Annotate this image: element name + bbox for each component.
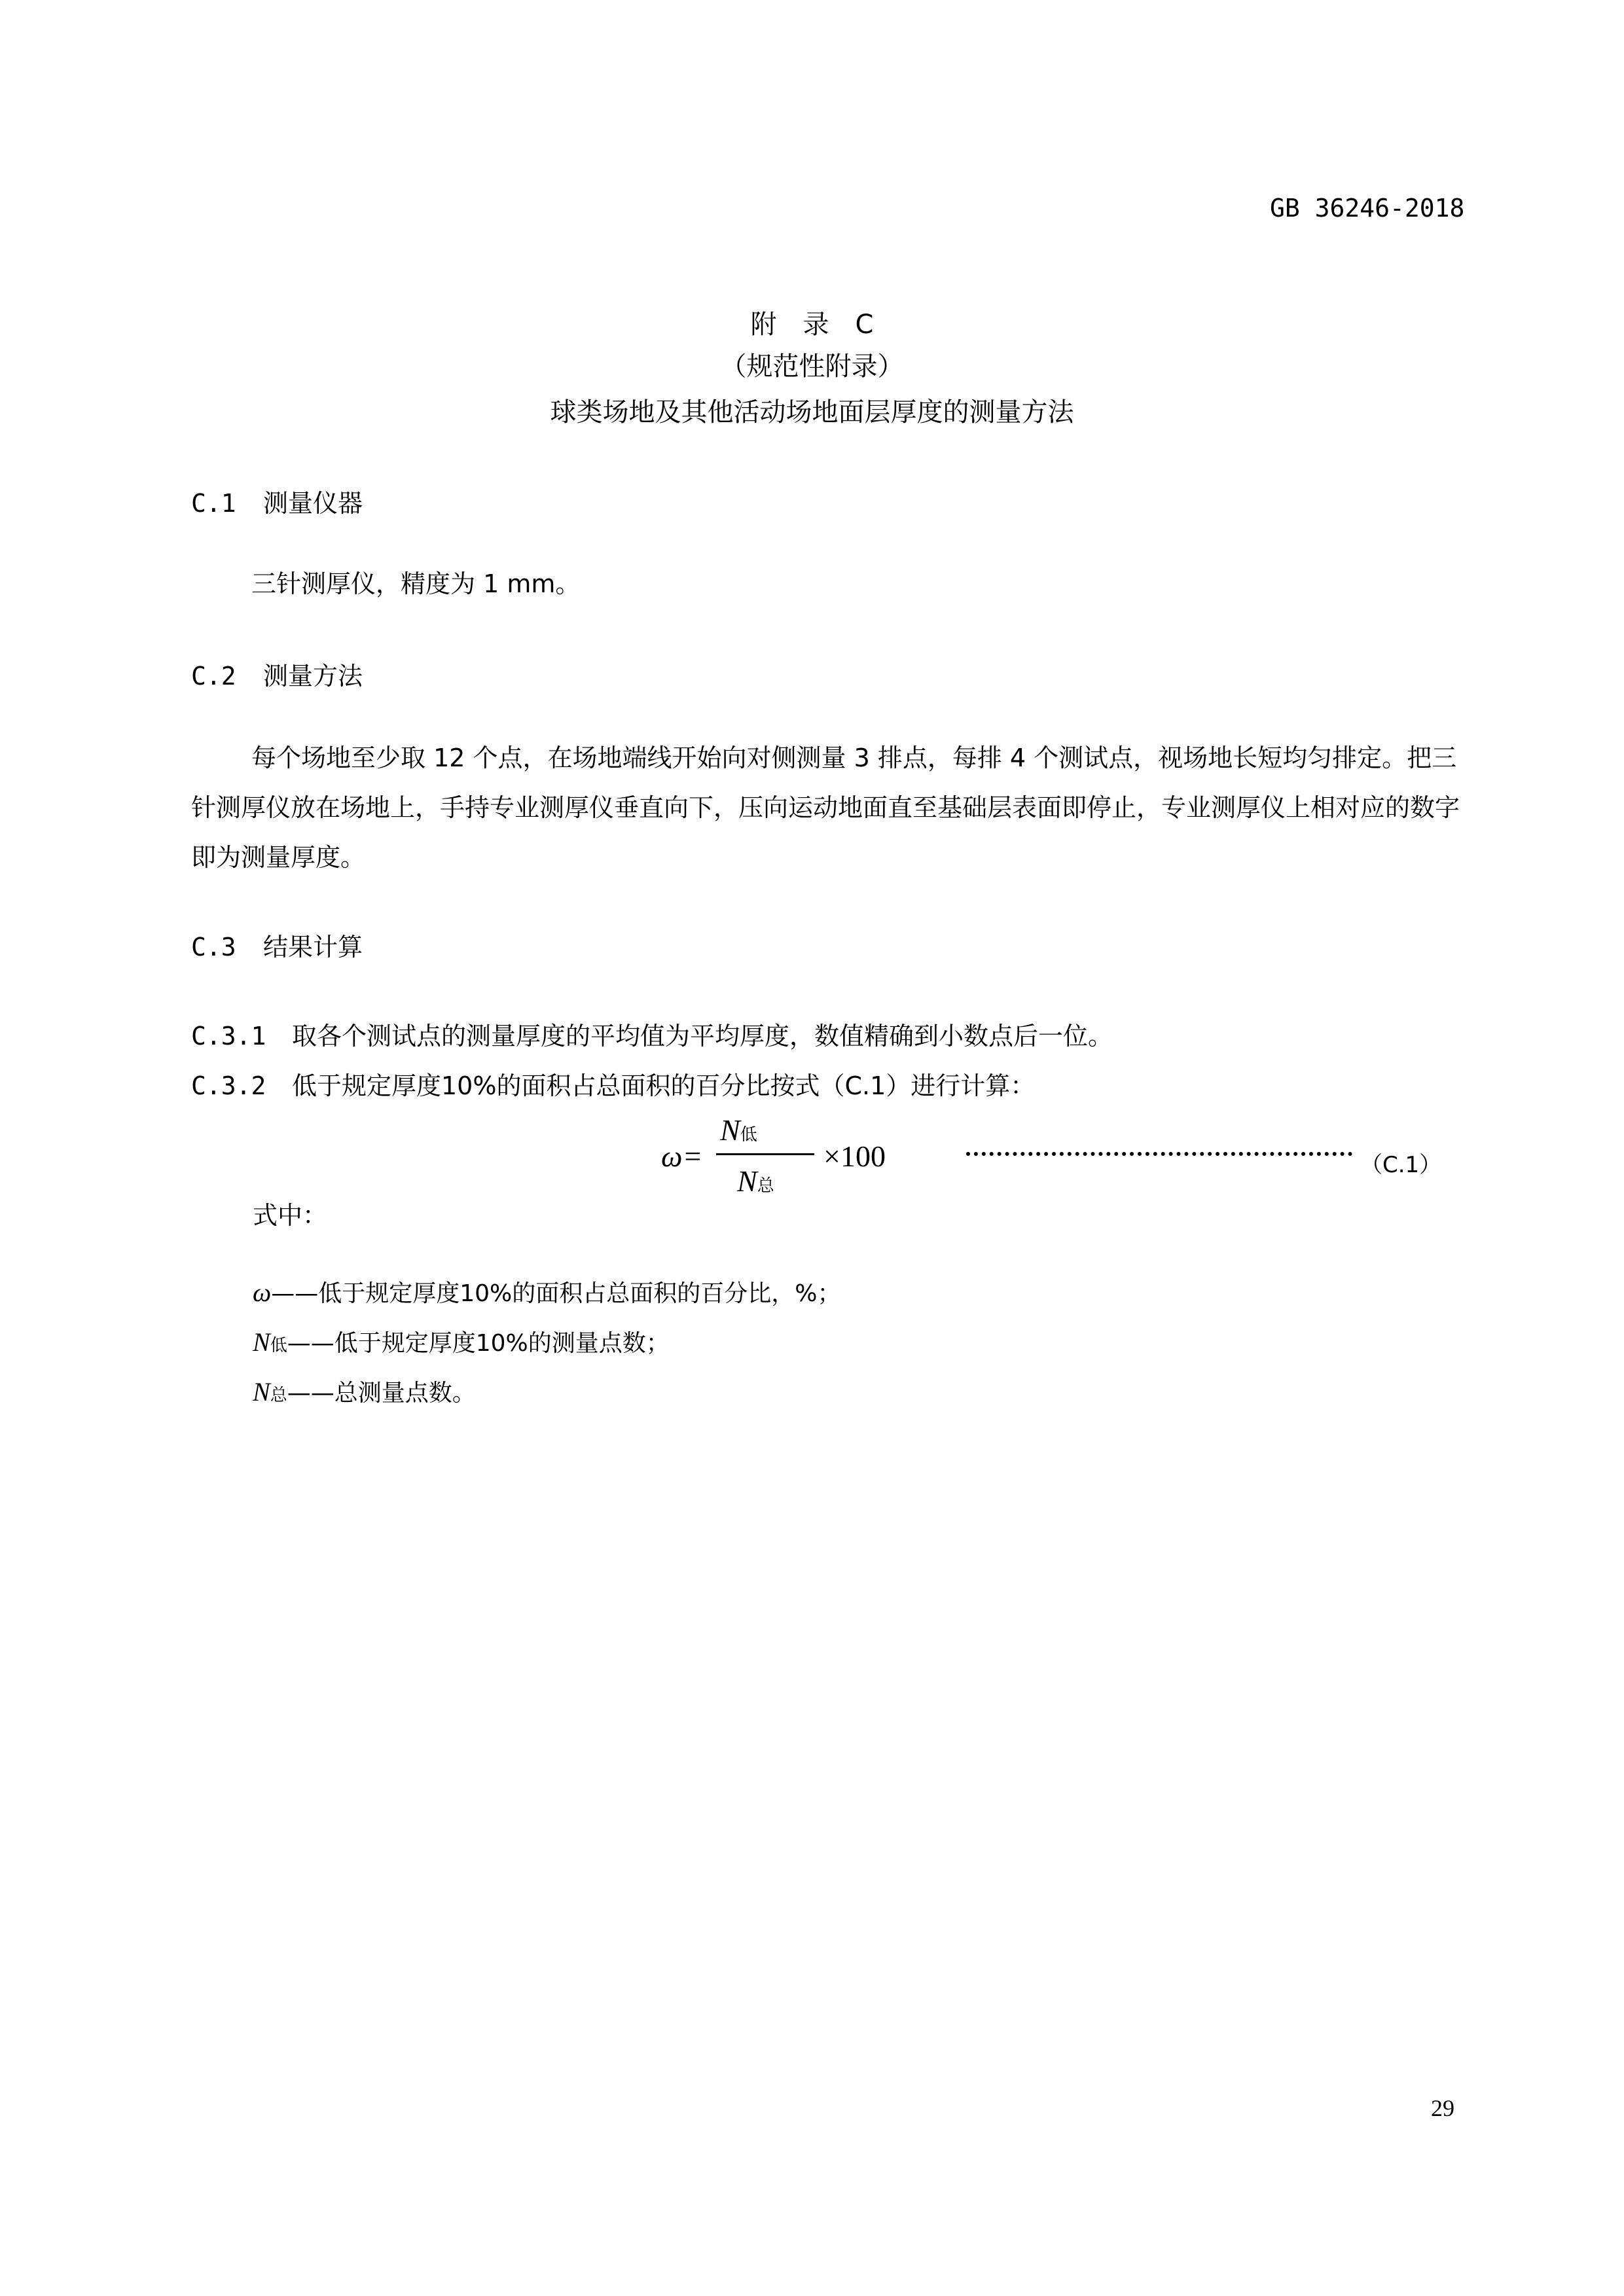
numerator-subscript: 低 <box>740 1125 757 1145</box>
annex-title: 附 录 C <box>750 310 874 340</box>
subsection-number: C.3.2 <box>191 1071 266 1100</box>
subsection-text: 低于规定厚度10%的面积占总面积的百分比按式（C.1）进行计算： <box>292 1071 1036 1100</box>
subsection-c3-1 <box>191 1016 1113 1052</box>
symbol-definition <box>253 1374 476 1408</box>
denominator-subscript: 总 <box>757 1176 774 1196</box>
page-number: 29 <box>1431 2095 1454 2121</box>
fraction-bar <box>716 1153 814 1155</box>
subsection-c3-2 <box>191 1066 1035 1102</box>
formula-lhs: ω= <box>661 1139 703 1173</box>
symbol-var: N <box>253 1377 270 1407</box>
denominator-var: N <box>737 1164 757 1198</box>
symbol-desc: ——低于规定厚度10%的面积占总面积的百分比，%； <box>271 1280 841 1307</box>
annex-subtitle: （规范性附录） <box>720 351 904 382</box>
dot-leader <box>966 1152 1352 1156</box>
formula-numerator <box>720 1113 757 1147</box>
symbol-var: N <box>253 1327 270 1357</box>
section-heading-c2 <box>191 656 363 692</box>
section-heading-c3 <box>191 927 363 963</box>
numerator-var: N <box>720 1113 740 1147</box>
section-title: 测量方法 <box>263 662 363 691</box>
symbol-definition <box>253 1275 840 1308</box>
section-heading-c1 <box>191 483 363 519</box>
symbol-desc: ——总测量点数。 <box>287 1380 476 1407</box>
formula-multiplier: ×100 <box>823 1139 886 1173</box>
symbol-definition <box>253 1325 670 1358</box>
annex-name: 球类场地及其他活动场地面层厚度的测量方法 <box>550 397 1074 427</box>
symbol-desc: ——低于规定厚度10%的测量点数； <box>287 1330 670 1357</box>
subsection-text: 取各个测试点的测量厚度的平均值为平均厚度，数值精确到小数点后一位。 <box>292 1022 1113 1050</box>
section-number: C.1 <box>191 489 236 518</box>
standard-number: GB 36246-2018 <box>1270 194 1465 223</box>
section-title: 测量仪器 <box>263 489 363 518</box>
section-number: C.3 <box>191 933 236 961</box>
symbol-subscript: 低 <box>270 1336 287 1355</box>
formula-denominator <box>737 1164 774 1198</box>
subsection-number: C.3.1 <box>191 1022 266 1050</box>
symbol-subscript: 总 <box>270 1386 287 1405</box>
where-label: 式中： <box>253 1201 328 1230</box>
paragraph-c1: 三针测厚仪，精度为 1 mm。 <box>251 569 581 598</box>
paragraph-c2: 每个场地至少取 12 个点，在场地端线开始向对侧测量 3 排点，每排 4 个测试点，视场地长短均匀排定。把三针测厚仪放在场地上，手持专业测厚仪垂直向下，压向运动地面直至基础层表面即停止，专业测厚仪上相对应的数字即为测量厚度。 <box>191 744 1460 872</box>
symbol-var: ω <box>253 1278 272 1307</box>
equation-number: （C.1） <box>1360 1152 1442 1178</box>
section-number: C.2 <box>191 662 236 691</box>
section-title: 结果计算 <box>263 933 363 961</box>
